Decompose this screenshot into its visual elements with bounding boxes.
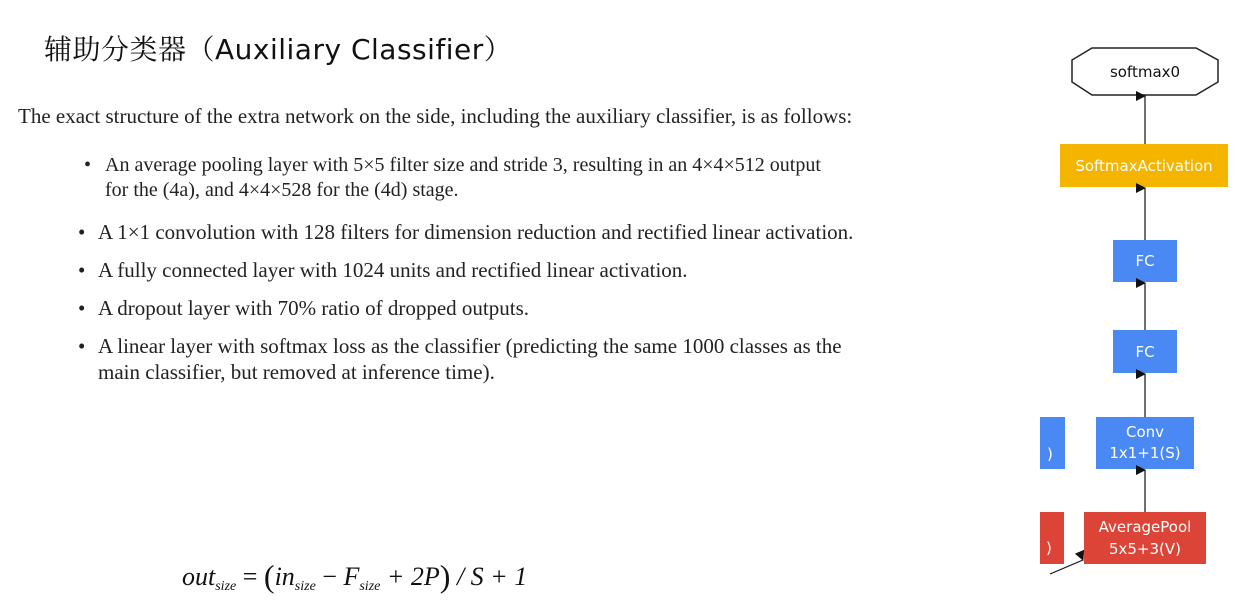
output-size-formula [182,558,527,595]
intro-text: The exact structure of the extra network on the side, including the auxiliary classifier, is as follows: [18,104,853,128]
slide-title: 辅助分类器（Auxiliary Classifier） [44,33,513,66]
formula-out-sub: size [215,579,237,594]
softmax0-label: softmax0 [1109,63,1181,81]
fc-label-bottom: FC [1135,343,1155,361]
structure-list [78,153,1018,397]
formula-paren-open: ( [263,558,275,594]
list-item [78,333,1018,385]
list-item-text: A fully connected layer with 1024 units and rectified linear activation. [98,258,688,282]
formula-paren-close: ) [439,558,451,594]
list-item-text: A linear layer with softmax loss as the classifier (predicting the same 1000 classes as the [98,334,842,358]
averagepool-label-line2: 5x5+3(V) [1108,540,1182,558]
partial-red-node [1040,512,1064,564]
conv-label-line1: Conv [1125,423,1165,441]
formula-f: F [343,562,360,591]
softmax-activation-label: SoftmaxActivation [1075,157,1213,175]
auxiliary-classifier-diagram [1040,40,1240,580]
formula-in-sub: size [294,579,316,594]
formula-f-sub: size [359,579,381,594]
list-item [78,295,1018,321]
formula-div: / S + 1 [456,562,528,591]
list-item [78,153,1018,203]
conv-label-line2: 1x1+1(S) [1109,444,1181,462]
partial-blue-label: ) [1047,445,1053,463]
averagepool-label-line1: AveragePool [1098,518,1192,536]
bullet-icon: • [78,334,86,358]
list-item-text: A dropout layer with 70% ratio of dropped outputs. [98,296,530,320]
bullet-icon: • [84,154,92,176]
bullet-icon: • [78,296,86,320]
formula-minus: − [322,562,337,591]
formula-plus-2p: + 2P [386,562,440,591]
list-item-text: A 1×1 convolution with 128 filters for dimension reduction and rectified linear activation. [98,220,854,244]
list-item-text: An average pooling layer with 5×5 filter size and stride 3, resulting in an 4×4×512 output [105,154,821,176]
formula-out: out [182,562,216,591]
list-item [78,219,1018,245]
list-item-text: for the (4a), and 4×4×528 for the (4d) stage. [105,179,459,201]
fc-label-top: FC [1135,252,1155,270]
list-item-text: main classifier, but removed at inference time). [98,360,495,384]
bullet-icon: • [78,220,86,244]
list-item [78,257,1018,283]
formula-in: in [274,562,295,591]
bullet-icon: • [78,258,86,282]
formula-equals: = [242,562,258,591]
partial-red-label: ) [1046,539,1052,557]
